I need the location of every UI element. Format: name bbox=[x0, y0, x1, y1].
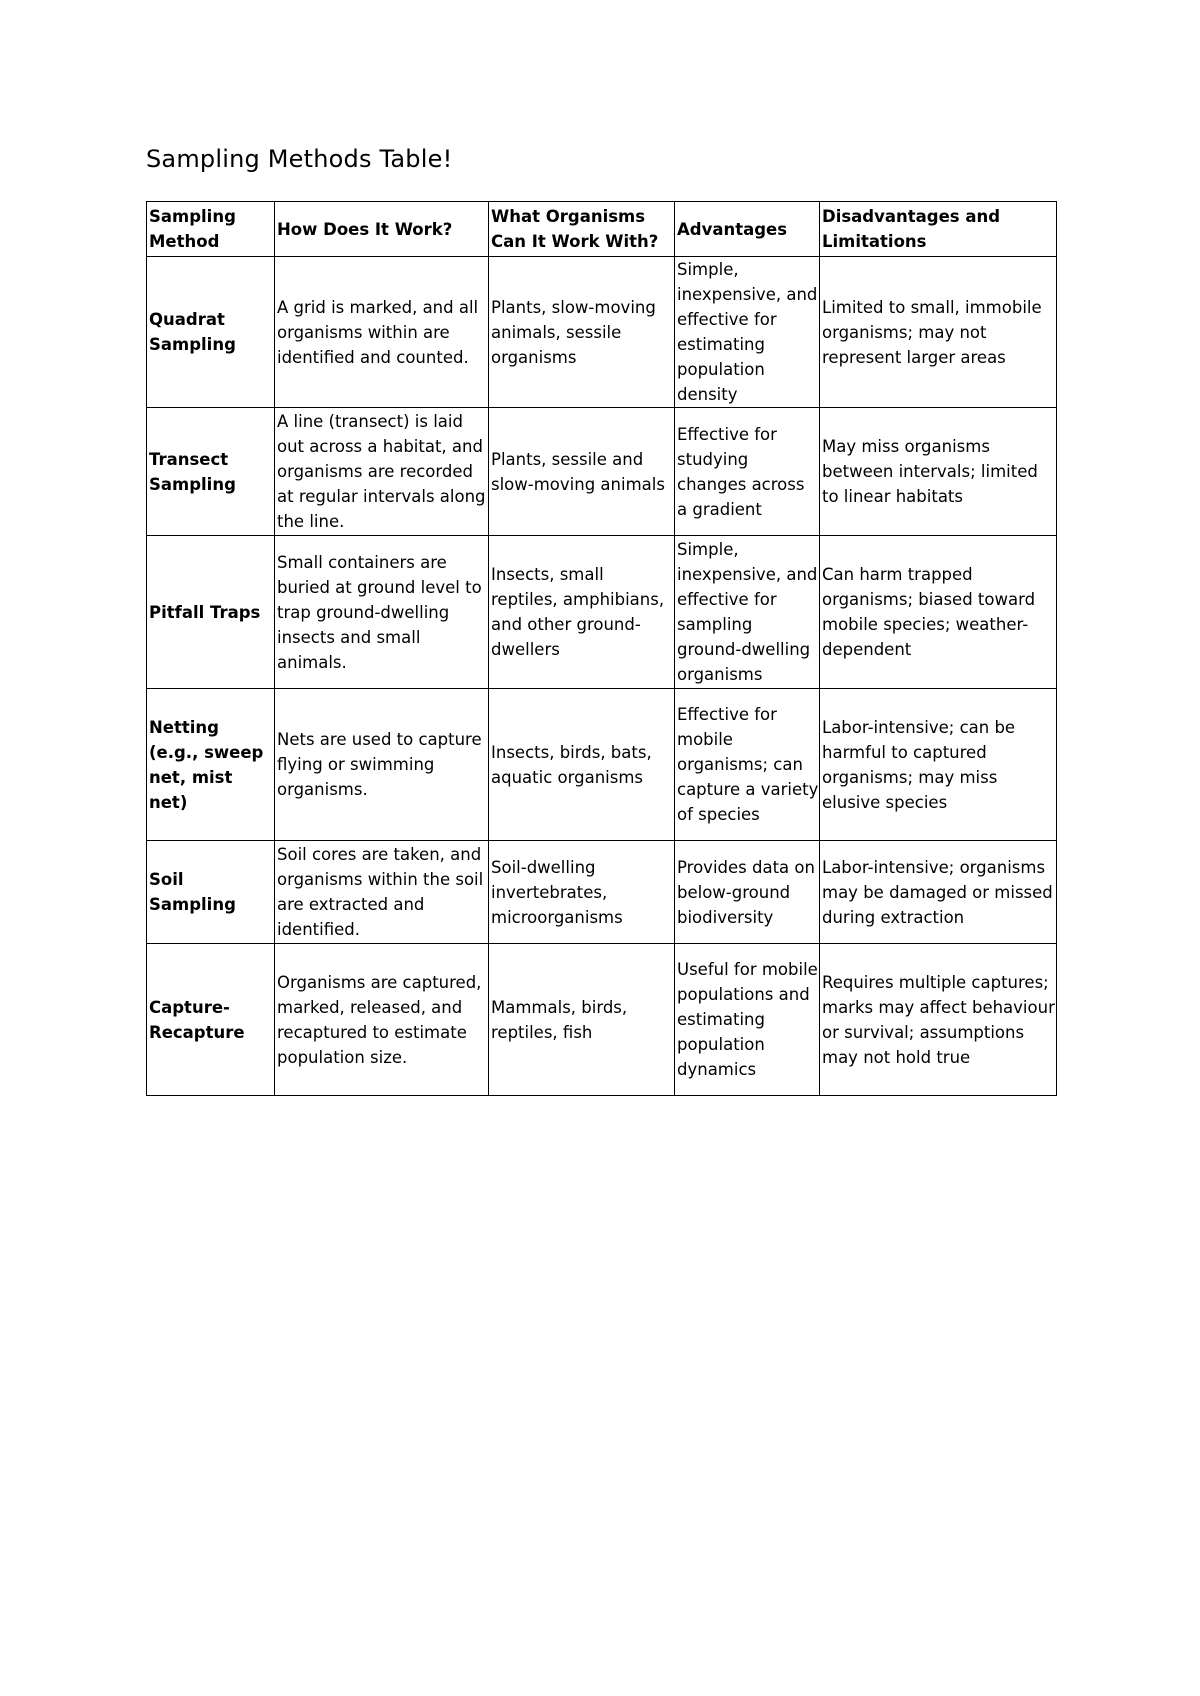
disadvantages-cell: Can harm trapped organisms; biased toward mobile species; weather-dependent bbox=[820, 536, 1057, 689]
organisms-cell: Insects, small reptiles, amphibians, and other ground-dwellers bbox=[489, 536, 675, 689]
method-cell: Netting (e.g., sweep net, mist net) bbox=[147, 689, 275, 841]
organisms-cell: Mammals, birds, reptiles, fish bbox=[489, 944, 675, 1096]
disadvantages-cell: Requires multiple captures; marks may affect behaviour or survival; assumptions may not hold true bbox=[820, 944, 1057, 1096]
how-cell: Nets are used to capture flying or swimming organisms. bbox=[275, 689, 489, 841]
advantages-cell: Simple, inexpensive, and effective for estimating population density bbox=[675, 257, 820, 408]
how-cell: A line (transect) is laid out across a habitat, and organisms are recorded at regular intervals along the line. bbox=[275, 408, 489, 536]
advantages-cell: Effective for studying changes across a gradient bbox=[675, 408, 820, 536]
sampling-methods-table bbox=[146, 201, 1057, 1096]
header-disadvantages: Disadvantages and Limitations bbox=[820, 202, 1057, 257]
how-cell: Small containers are buried at ground level to trap ground-dwelling insects and small animals. bbox=[275, 536, 489, 689]
table-row bbox=[147, 841, 1057, 944]
organisms-cell: Plants, sessile and slow-moving animals bbox=[489, 408, 675, 536]
advantages-cell: Useful for mobile populations and estimating population dynamics bbox=[675, 944, 820, 1096]
header-how-does-it-work: How Does It Work? bbox=[275, 202, 489, 257]
organisms-cell: Soil-dwelling invertebrates, microorganisms bbox=[489, 841, 675, 944]
header-sampling-method: Sampling Method bbox=[147, 202, 275, 257]
advantages-cell: Provides data on below-ground biodiversity bbox=[675, 841, 820, 944]
header-organisms: What Organisms Can It Work With? bbox=[489, 202, 675, 257]
how-cell: Soil cores are taken, and organisms within the soil are extracted and identified. bbox=[275, 841, 489, 944]
advantages-cell: Effective for mobile organisms; can capture a variety of species bbox=[675, 689, 820, 841]
table-header-row bbox=[147, 202, 1057, 257]
organisms-cell: Plants, slow-moving animals, sessile organisms bbox=[489, 257, 675, 408]
disadvantages-cell: May miss organisms between intervals; limited to linear habitats bbox=[820, 408, 1057, 536]
disadvantages-cell: Labor-intensive; organisms may be damaged or missed during extraction bbox=[820, 841, 1057, 944]
method-cell: Pitfall Traps bbox=[147, 536, 275, 689]
table-row bbox=[147, 944, 1057, 1096]
table-row bbox=[147, 689, 1057, 841]
how-cell: A grid is marked, and all organisms within are identified and counted. bbox=[275, 257, 489, 408]
method-cell: Capture-Recapture bbox=[147, 944, 275, 1096]
page-title: Sampling Methods Table! bbox=[146, 145, 453, 173]
table-row bbox=[147, 536, 1057, 689]
advantages-cell: Simple, inexpensive, and effective for sampling ground-dwelling organisms bbox=[675, 536, 820, 689]
header-advantages: Advantages bbox=[675, 202, 820, 257]
disadvantages-cell: Limited to small, immobile organisms; may not represent larger areas bbox=[820, 257, 1057, 408]
method-cell: Quadrat Sampling bbox=[147, 257, 275, 408]
how-cell: Organisms are captured, marked, released, and recaptured to estimate population size. bbox=[275, 944, 489, 1096]
organisms-cell: Insects, birds, bats, aquatic organisms bbox=[489, 689, 675, 841]
table-row bbox=[147, 408, 1057, 536]
method-cell: Soil Sampling bbox=[147, 841, 275, 944]
disadvantages-cell: Labor-intensive; can be harmful to captured organisms; may miss elusive species bbox=[820, 689, 1057, 841]
table-row bbox=[147, 257, 1057, 408]
method-cell: Transect Sampling bbox=[147, 408, 275, 536]
